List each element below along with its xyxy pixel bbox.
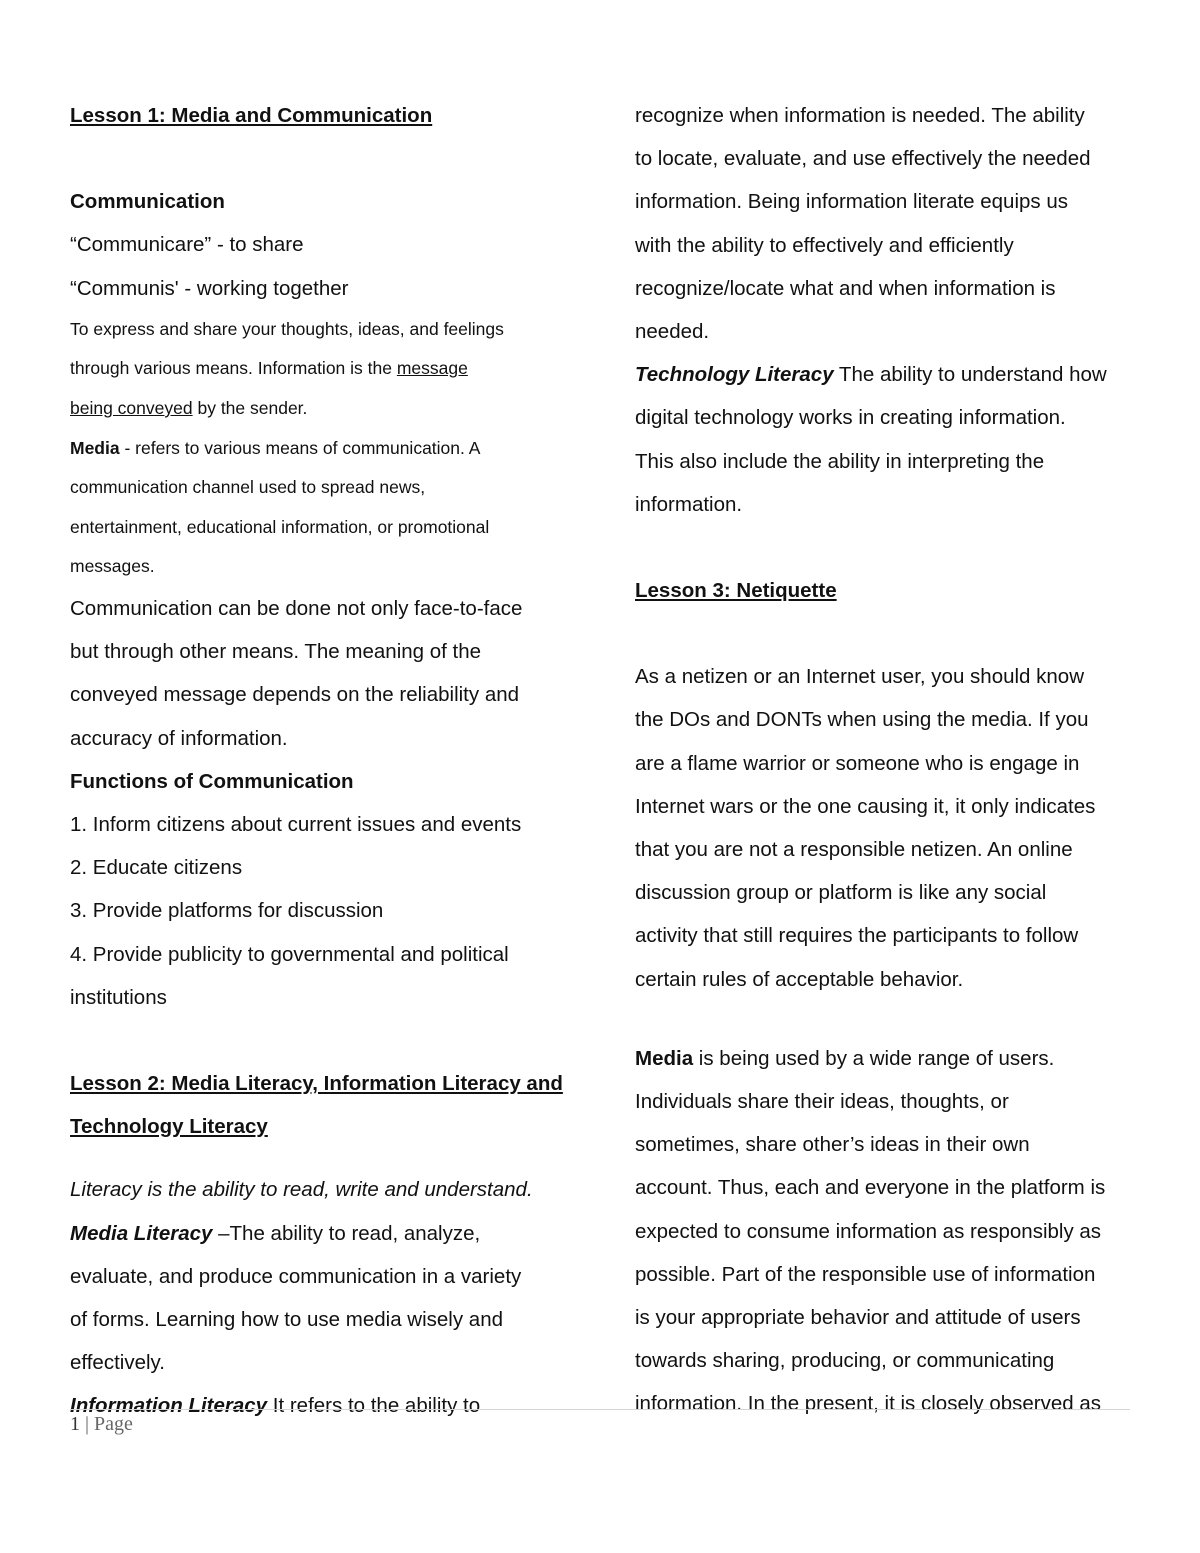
netiquette-line-1: As a netizen or an Internet user, you should know	[635, 665, 1084, 689]
definition-line-2: through various means. Information is the message	[70, 358, 468, 379]
technology-literacy-line-2: digital technology works in creating information.	[635, 406, 1066, 430]
function-item-2: 2. Educate citizens	[70, 856, 243, 880]
definition-line-3: being conveyed by the sender.	[70, 398, 308, 418]
netiquette-line-4: Internet wars or the one causing it, it only indicates	[635, 794, 1096, 818]
information-literacy-cont-line-6: needed.	[635, 320, 710, 344]
function-item-1: 1. Inform citizens about current issues and events	[70, 812, 522, 836]
information-literacy-line-1: Information Literacy It refers to the ability to	[70, 1394, 481, 1418]
technology-literacy-label: Technology Literacy	[635, 363, 834, 387]
netiquette-line-2: the DOs and DONTs when using the media. If you	[635, 708, 1089, 732]
netiquette-line-3: are a flame warrior or someone who is engage in	[635, 751, 1080, 775]
media-paragraph-line-5: expected to consume information as responsibly as	[635, 1219, 1102, 1243]
media-paragraph-line-6: possible. Part of the responsible use of information	[635, 1262, 1096, 1286]
page-label: Page	[94, 1413, 133, 1435]
netiquette-line-7: activity that still requires the participants to follow	[635, 924, 1079, 948]
information-literacy-cont-line-3: information. Being information literate equips us	[635, 190, 1069, 214]
function-item-3: 3. Provide platforms for discussion	[70, 899, 384, 923]
media-paragraph-line-2: Individuals share their ideas, thoughts, or	[635, 1090, 1009, 1114]
media-literacy-label: Media Literacy	[70, 1221, 213, 1245]
definition-line-1: To express and share your thoughts, ideas, and feelings	[70, 318, 504, 339]
media-paragraph-line-8: towards sharing, producing, or communicating	[635, 1349, 1055, 1373]
technology-literacy-line-3: This also include the ability in interpreting the	[635, 449, 1045, 473]
message-underlined: message	[396, 358, 468, 379]
function-item-4-line-2: institutions	[70, 985, 167, 1009]
media-paragraph-line-1: Media is being used by a wide range of users.	[635, 1046, 1055, 1070]
communication-paragraph-line-4: accuracy of information.	[70, 726, 288, 750]
functions-heading: Functions of Communication	[70, 769, 354, 793]
media-paragraph-line-3: sometimes, share other’s ideas in their own	[635, 1133, 1030, 1157]
lesson2-title-line-2: Technology Literacy	[70, 1115, 268, 1139]
information-literacy-cont-line-2: to locate, evaluate, and use effectively the needed	[635, 147, 1091, 171]
lesson3-title: Lesson 3: Netiquette	[635, 579, 837, 603]
netiquette-line-8: certain rules of acceptable behavior.	[635, 967, 964, 991]
media-definition-line-1: Media - refers to various means of communication. A	[70, 437, 481, 458]
media-label: Media	[70, 437, 120, 458]
media-definition-line-2: communication channel used to spread news,	[70, 477, 426, 498]
communication-paragraph-line-1: Communication can be done not only face-to-face	[70, 596, 523, 620]
footer-separator: |	[80, 1413, 95, 1435]
technology-literacy-line-4: information.	[635, 492, 743, 516]
communication-paragraph-line-2: but through other means. The meaning of the	[70, 640, 482, 664]
media-paragraph-line-7: is your appropriate behavior and attitude of users	[635, 1306, 1081, 1330]
netiquette-line-6: discussion group or platform is like any social	[635, 881, 1047, 905]
technology-literacy-line-1: Technology Literacy The ability to understand how	[635, 363, 1107, 387]
information-literacy-label: Information Literacy	[70, 1394, 268, 1418]
information-literacy-cont-line-5: recognize/locate what and when information is	[635, 276, 1056, 300]
being-conveyed-underlined: being conveyed	[70, 398, 193, 418]
media-paragraph-line-9: information. In the present, it is closely observed as	[635, 1392, 1102, 1416]
media-literacy-line-4: effectively.	[70, 1351, 165, 1375]
media-literacy-line-1: Media Literacy –The ability to read, analyze,	[70, 1221, 481, 1245]
literacy-definition: Literacy is the ability to read, write and understand.	[70, 1178, 533, 1202]
right-column	[635, 94, 1135, 1426]
function-item-4-line-1: 4. Provide publicity to governmental and political	[70, 942, 509, 966]
left-column	[70, 94, 570, 1428]
footer-divider	[70, 1409, 1130, 1410]
media-definition-line-4: messages.	[70, 556, 155, 577]
information-literacy-cont-line-1: recognize when information is needed. The ability	[635, 104, 1085, 127]
media-literacy-line-3: of forms. Learning how to use media wisely and	[70, 1308, 504, 1332]
lesson2-title-line-1: Lesson 2: Media Literacy, Information Literacy and	[70, 1072, 563, 1095]
communis-line: “Communis' - working together	[70, 276, 349, 300]
media-definition-line-3: entertainment, educational information, or promotional	[70, 516, 490, 537]
communication-paragraph-line-3: conveyed message depends on the reliability and	[70, 683, 520, 707]
information-literacy-cont-line-4: with the ability to effectively and efficiently	[635, 233, 1014, 257]
page-number: 1	[70, 1413, 80, 1435]
lesson1-title: Lesson 1: Media and Communication	[70, 104, 433, 127]
media-literacy-line-2: evaluate, and produce communication in a variety	[70, 1264, 522, 1288]
media-paragraph-line-4: account. Thus, each and everyone in the platform is	[635, 1176, 1106, 1200]
page-footer	[70, 1413, 133, 1436]
communication-heading: Communication	[70, 190, 225, 214]
communicare-line: “Communicare” - to share	[70, 233, 304, 257]
netiquette-line-5: that you are not a responsible netizen. An online	[635, 838, 1073, 862]
media-word: Media	[635, 1046, 694, 1070]
